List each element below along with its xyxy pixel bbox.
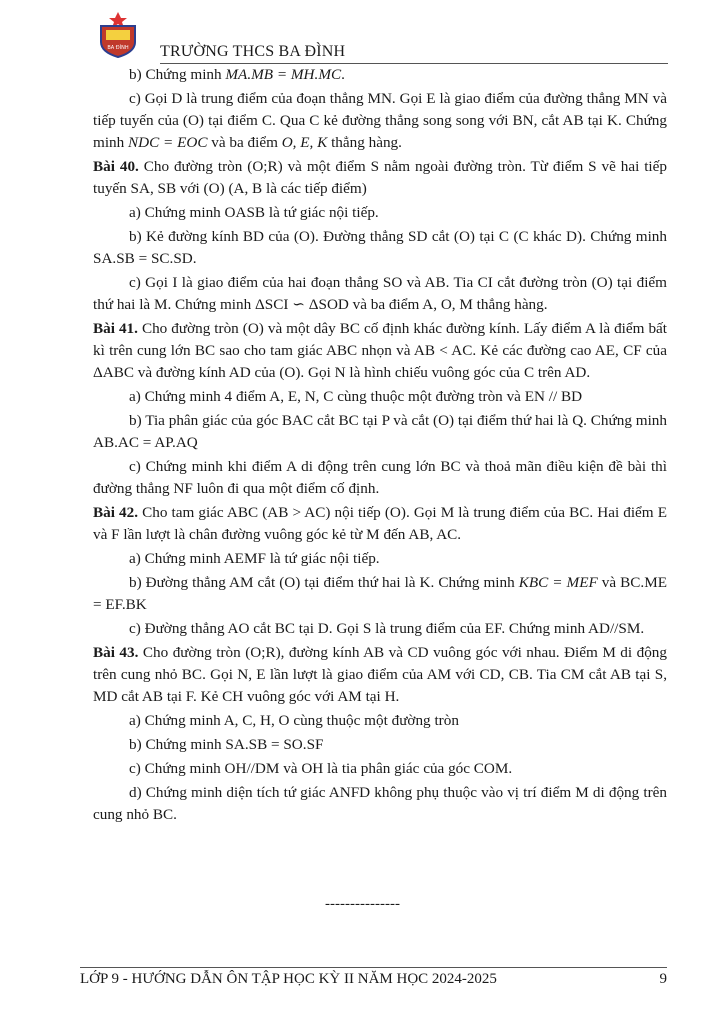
page-number: 9	[659, 971, 667, 987]
text-run: c) Gọi D là trung điểm của đoạn thẳng MN. Gọi E là giao điểm của đường thẳng MN và tiếp tuyến của (O) tại điểm C. Qua C kẻ đường thẳng song song với BN, cắt AB tại K. Chứng minh	[93, 90, 667, 151]
question-part	[93, 456, 667, 500]
text-run: c) Gọi I là giao điểm của hai đoạn thẳng SO và AB. Tia CI cắt đường tròn (O) tại điểm thứ hai là M. Chứng minh ΔSCI ∽ ΔSOD và ba điểm A, O, M thẳng hàng.	[93, 274, 667, 313]
math-expression: NDC = EOC	[128, 134, 208, 151]
school-name: TRƯỜNG THCS BA ĐÌNH	[160, 43, 346, 60]
end-separator: ---------------	[325, 896, 400, 912]
text-run: a) Chứng minh 4 điểm A, E, N, C cùng thuộc một đường tròn và EN // BD	[129, 388, 583, 405]
text-run: Cho đường tròn (O) và một dây BC cố định khác đường kính. Lấy điểm A là điểm bất kì trên cung lớn BC sao cho tam giác ABC nhọn và AB < AC. Kẻ các đường cao AE, CF của ΔABC và đường kính AD của (O). Gọi N là hình chiếu vuông góc của C trên AD.	[93, 320, 667, 381]
text-run: b) Tia phân giác của góc BAC cắt BC tại P và cắt (O) tại điểm thứ hai là Q. Chứng minh AB.AC = AP.AQ	[93, 412, 667, 451]
text-run: Cho tam giác ABC (AB > AC) nội tiếp (O). Gọi M là trung điểm của BC. Hai điểm E và F lần lượt là chân đường vuông góc kẻ từ M đến AB, AC.	[93, 504, 667, 543]
text-run: b) Chứng minh SA.SB = SO.SF	[129, 736, 324, 753]
text-run: .	[341, 66, 345, 83]
text-run: c) Chứng minh khi điểm A di động trên cung lớn BC và thoả mãn điều kiện đề bài thì đường thẳng NF luôn đi qua một điểm cố định.	[93, 458, 667, 497]
exercise-number: Bài 43.	[93, 644, 139, 661]
footer-divider	[80, 967, 667, 968]
exercise-number: Bài 42.	[93, 504, 139, 521]
text-run: a) Chứng minh OASB là tứ giác nội tiếp.	[129, 204, 379, 221]
text-run: b) Đường thẳng AM cắt (O) tại điểm thứ hai là K. Chứng minh	[129, 574, 519, 591]
page-header	[98, 12, 668, 64]
question-part	[93, 226, 667, 270]
question-part	[93, 734, 667, 756]
svg-text:BA ĐÌNH: BA ĐÌNH	[107, 45, 129, 51]
question-part	[93, 386, 667, 408]
text-run: d) Chứng minh diện tích tứ giác ANFD không phụ thuộc vào vị trí điểm M di động trên cung nhỏ BC.	[93, 784, 667, 823]
question-part	[93, 572, 667, 616]
text-run: Cho đường tròn (O;R), đường kính AB và CD vuông góc với nhau. Điểm M di động trên cung nhỏ BC. Gọi N, E lần lượt là giao điểm của AM với CD, CB. Tia CM cắt AB tại S, MD cắt AB tại F. Kẻ CH vuông góc với AM tại H.	[93, 644, 667, 705]
exercise-statement	[93, 642, 667, 708]
footer-title: LỚP 9 - HƯỚNG DẪN ÔN TẬP HỌC KỲ II NĂM HỌC 2024-2025	[80, 971, 497, 987]
question-part	[93, 782, 667, 826]
math-expression: O, E, K	[281, 134, 328, 151]
question-part	[93, 758, 667, 780]
text-run: c) Đường thẳng AO cắt BC tại D. Gọi S là trung điểm của EF. Chứng minh AD//SM.	[129, 620, 645, 637]
math-expression: KBC = MEF	[518, 574, 598, 591]
math-expression: MA.MB = MH.MC	[225, 66, 342, 83]
text-run: thẳng hàng.	[327, 134, 402, 151]
question-part	[93, 88, 667, 154]
question-part	[93, 710, 667, 732]
text-run: Cho đường tròn (O;R) và một điểm S nằm ngoài đường tròn. Từ điểm S vẽ hai tiếp tuyến SA, SB với (O) (A, B là các tiếp điểm)	[93, 158, 667, 197]
exercise-statement	[93, 156, 667, 200]
text-run: a) Chứng minh AEMF là tứ giác nội tiếp.	[129, 550, 380, 567]
exercise-statement	[93, 318, 667, 384]
text-run: b) Chứng minh	[129, 66, 226, 83]
text-run: và BC.ME = EF.BK	[93, 574, 667, 613]
question-part	[93, 272, 667, 316]
question-part	[93, 64, 667, 86]
text-run: b) Kẻ đường kính BD của (O). Đường thẳng SD cắt (O) tại C (C khác D). Chứng minh SA.SB = SC.SD.	[93, 228, 667, 267]
question-part	[93, 202, 667, 224]
exercise-statement	[93, 502, 667, 546]
document-body	[93, 64, 667, 828]
exercise-number: Bài 41.	[93, 320, 138, 337]
question-part	[93, 410, 667, 454]
exercise-number: Bài 40.	[93, 158, 139, 175]
text-run: a) Chứng minh A, C, H, O cùng thuộc một đường tròn	[129, 712, 459, 729]
question-part	[93, 618, 667, 640]
text-run: và ba điểm	[207, 134, 282, 151]
page-footer	[80, 971, 667, 988]
question-part	[93, 548, 667, 570]
text-run: c) Chứng minh OH//DM và OH là tia phân giác của góc COM.	[129, 760, 513, 777]
school-logo-icon	[98, 12, 138, 58]
